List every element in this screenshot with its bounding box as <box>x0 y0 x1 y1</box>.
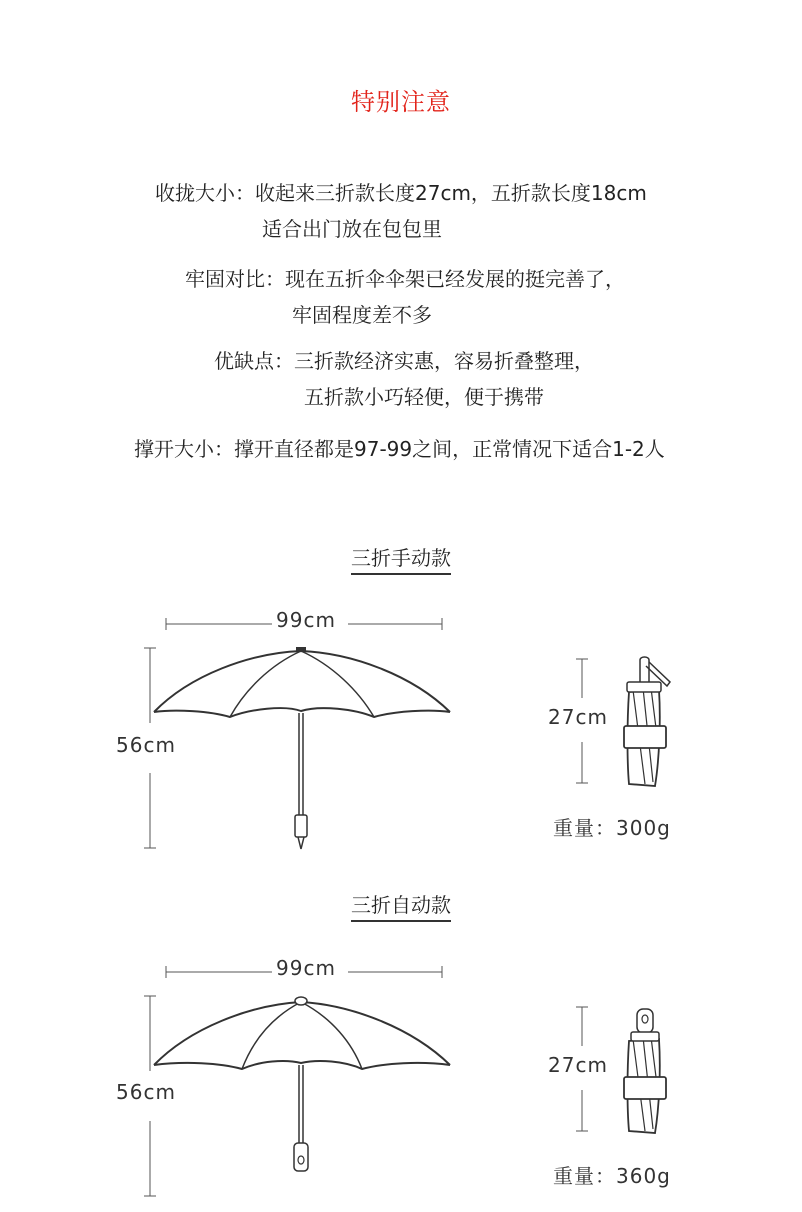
note-sturdy-line-1: 牢固对比：现在五折伞伞架已经发展的挺完善了， <box>185 267 625 291</box>
height-label: 56cm <box>116 733 176 757</box>
note-size-line-1: 收拢大小：收起来三折款长度27cm，五折款长度18cm <box>155 181 647 205</box>
open-umbrella-auto-icon <box>150 993 455 1178</box>
weight-label: 重量：360g <box>553 1164 671 1188</box>
section-title-manual: 三折手动款 <box>0 542 802 571</box>
page-title: 特别注意 <box>351 88 451 116</box>
height-label: 56cm <box>116 1080 176 1104</box>
folded-length-label: 27cm <box>548 705 608 729</box>
width-label: 99cm <box>276 956 336 980</box>
section-title-auto: 三折自动款 <box>0 889 802 918</box>
note-open-size: 撑开大小：撑开直径都是97-99之间，正常情况下适合1-2人 <box>134 437 665 461</box>
folded-length-label: 27cm <box>548 1053 608 1077</box>
open-umbrella-manual-icon <box>150 645 455 855</box>
width-label: 99cm <box>276 608 336 632</box>
weight-label: 重量：300g <box>553 816 671 840</box>
note-sturdy-line-2: 牢固程度差不多 <box>292 303 432 327</box>
folded-umbrella-auto-icon <box>615 1005 680 1140</box>
note-pros-cons-line-2: 五折款小巧轻便，便于携带 <box>304 385 544 409</box>
folded-umbrella-manual-icon <box>615 652 680 790</box>
note-size-line-2: 适合出门放在包包里 <box>262 217 442 241</box>
note-pros-cons-line-1: 优缺点：三折款经济实惠，容易折叠整理， <box>214 349 594 373</box>
